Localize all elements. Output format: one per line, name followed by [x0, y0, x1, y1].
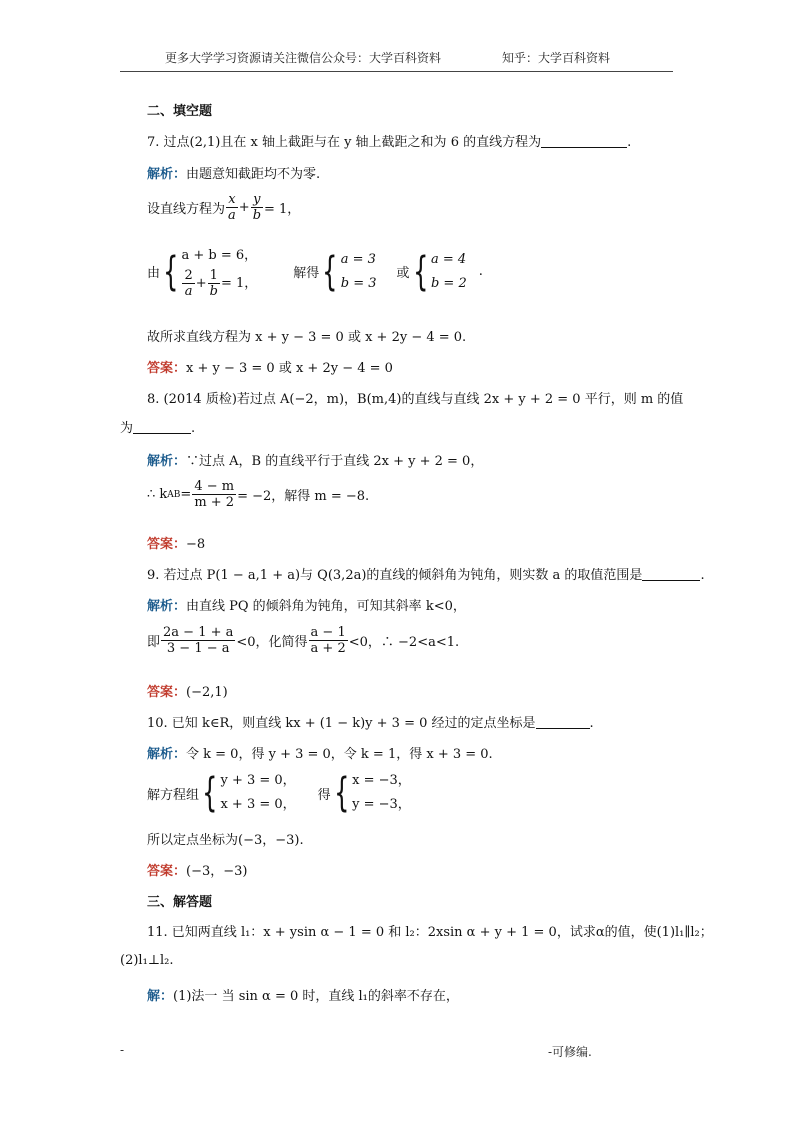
left-brace-icon: {: [163, 248, 179, 295]
left-brace-icon: {: [322, 248, 338, 295]
q8-stem-line2: 为 .: [120, 421, 196, 436]
q11-stem: 11. 已知两直线 l₁：x + ysin α − 1 = 0 和 l₂：2xsin α + y + 1 = 0，试求α的值，使(1)l₁∥l₂；: [147, 925, 713, 940]
q10-line3: 所以定点坐标为(−3，−3).: [147, 833, 304, 848]
q7-stem: 7. 过点(2,1)且在 x 轴上截距与在 y 轴上截距之和为 6 的直线方程为 .: [147, 135, 632, 150]
footer-right: -可修编.: [548, 1045, 592, 1059]
q9-stem: 9. 若过点 P(1 − a,1 + a)与 Q(3,2a)的直线的倾斜角为钝角，则实数 a 的取值范围是 .: [147, 568, 705, 583]
left-brace-icon: {: [202, 770, 218, 816]
q9-frac1: $\frac{2a - 1 + a}{3 - 1 - a}$: [163, 625, 234, 656]
q7-conclusion: 故所求直线方程为 x + y − 3 = 0 或 x + 2y − 4 = 0.: [147, 330, 467, 345]
q10-system: 解方程组 { y + 3 = 0， x + 3 = 0， 得 { x = −3， y = −3，: [147, 770, 411, 816]
q7-frac-y-b: $\frac{y}{b}$: [252, 192, 262, 223]
q7-jiexi-line1: 解析：由题意知截距均不为零.: [147, 167, 321, 182]
section-solve-title: 三、解答题: [147, 895, 213, 910]
q9-jiexi-line1: 解析：由直线 PQ 的倾斜角为钝角，可知其斜率 k<0，: [147, 599, 466, 614]
q10-answer: 答案：(−3，−3): [147, 864, 248, 879]
q7-answer: 答案：x + y − 3 = 0 或 x + 2y − 4 = 0: [147, 361, 393, 376]
q10-stem: 10. 已知 k∈R，则直线 kx + (1 − k)y + 3 = 0 经过的定点坐标是 .: [147, 716, 594, 731]
header-right: 知乎：大学百科资料: [502, 51, 611, 65]
q10-blank: [536, 715, 590, 729]
q7-blank: [541, 134, 627, 148]
section-fill-title: 二、填空题: [147, 104, 213, 119]
q8-jiexi-line1: 解析：∵过点 A，B 的直线平行于直线 2x + y + 2 = 0，: [147, 454, 484, 469]
q9-blank: [642, 567, 700, 581]
q8-answer: 答案：−8: [147, 537, 206, 552]
q10-jiexi-line1: 解析：令 k = 0，得 y + 3 = 0，令 k = 1，得 x + 3 = 0.: [147, 747, 493, 762]
footer-left: -: [120, 1043, 125, 1057]
q9-line2: 即 $\frac{2a - 1 + a}{3 - 1 - a}$ <0，化简得 $\frac{a - 1}{a + 2}$ <0，∴ −2<a<1.: [147, 625, 460, 656]
q9-answer: 答案：(−2,1): [147, 685, 228, 700]
q7-line2: 设直线方程为 $\frac{x}{a}$ + $\frac{y}{b}$ = 1，: [147, 192, 301, 223]
left-brace-icon: {: [412, 248, 428, 295]
q8-stem: 8. (2014 质检)若过点 A(−2，m)，B(m,4)的直线与直线 2x + y + 2 = 0 平行，则 m 的值: [147, 392, 684, 407]
q7-system: 由 { a + b = 6， $\frac{2}{a}$ + $\frac{1}{b}$ = 1， 解得 { a = 3 b = 3 或 { a = 4 b = 2 .: [147, 248, 483, 299]
q7-frac-x-a: $\frac{x}{a}$: [228, 192, 236, 223]
header-left: 更多大学学习资源请关注微信公众号：大学百科资料: [165, 51, 442, 65]
q8-frac: $\frac{4 - m}{m + 2}$: [194, 479, 235, 510]
q9-frac2: $\frac{a - 1}{a + 2}$: [310, 625, 346, 656]
q8-blank: [133, 420, 191, 434]
q11-stem-line2: (2)l₁⊥l₂.: [120, 953, 174, 968]
q11-jie-line1: 解：(1)法一 当 sin α = 0 时，直线 l₁的斜率不存在，: [147, 989, 459, 1004]
left-brace-icon: {: [333, 770, 350, 816]
q8-line2: ∴ k AB = $\frac{4 - m}{m + 2}$ = −2，解得 m = −8.: [147, 479, 370, 510]
header-rule: [120, 71, 673, 72]
